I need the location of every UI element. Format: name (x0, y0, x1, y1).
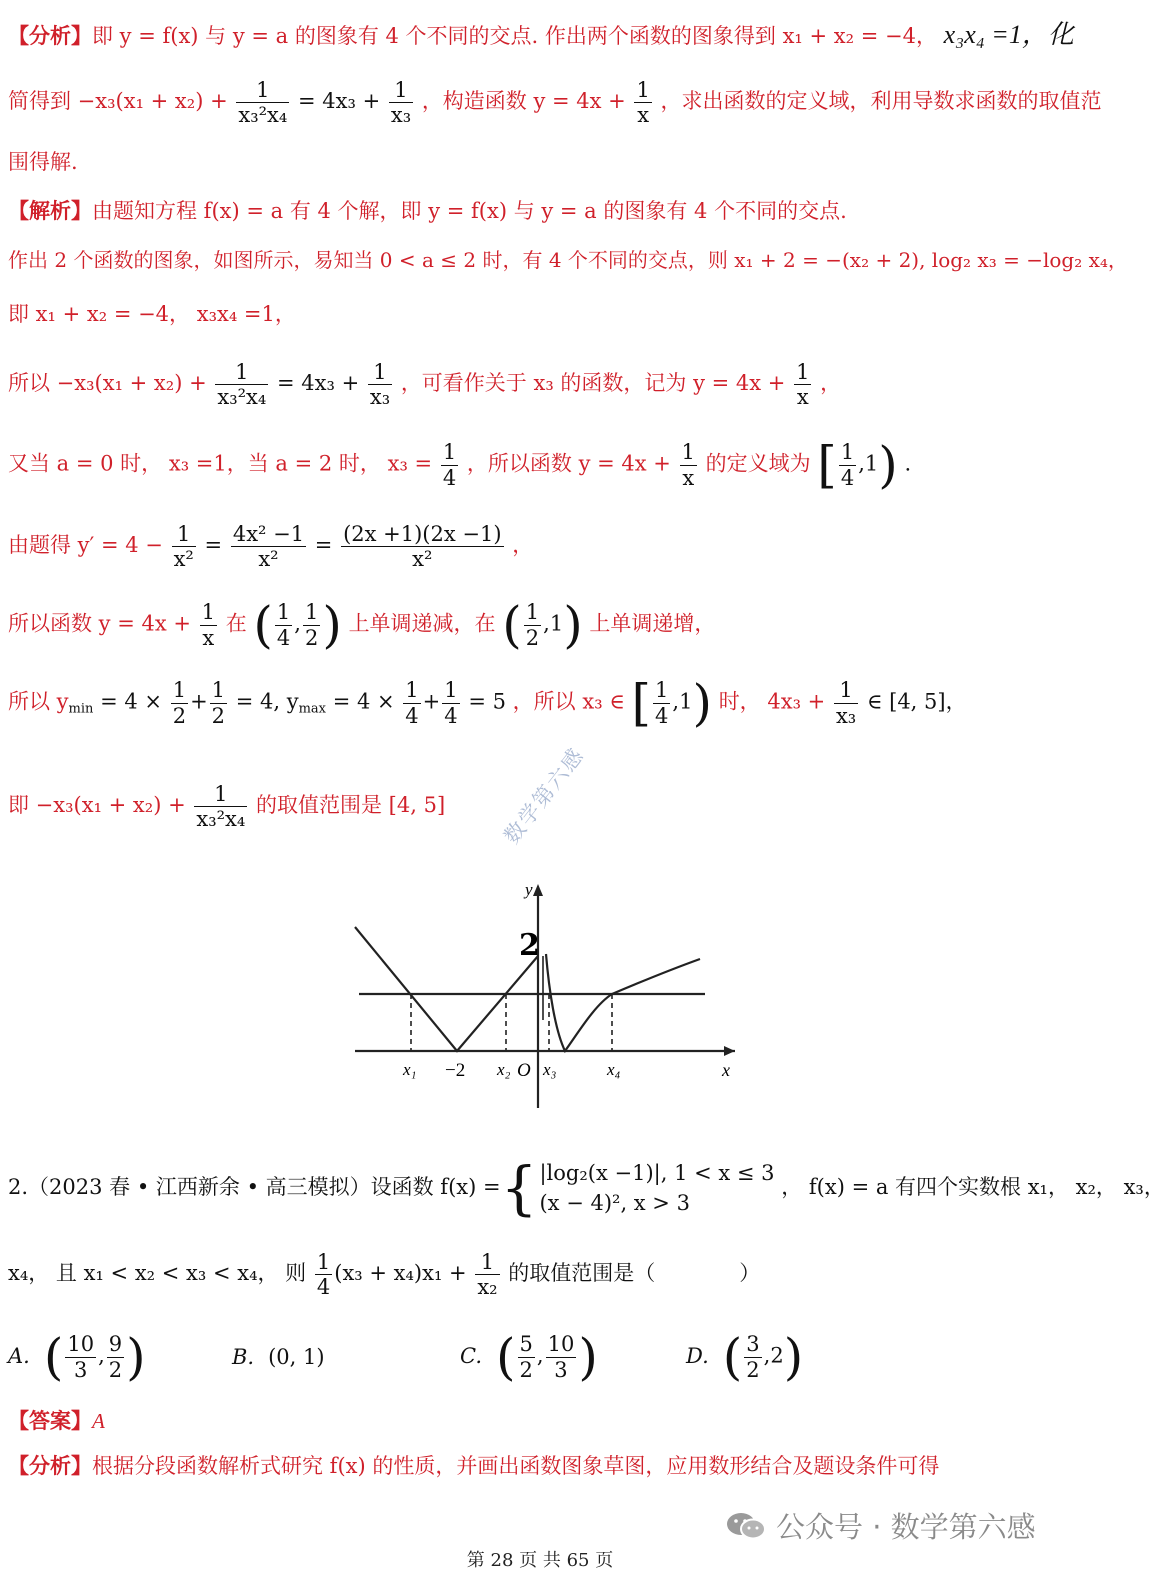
tick-x4: x₄ (607, 1060, 621, 1079)
analysis-line-3: 围得解. (8, 150, 78, 174)
fraction: $\frac{1}{2}$ (172, 678, 187, 728)
analysis-line-1 (8, 22, 1074, 48)
tick-neg2: −2 (445, 1060, 466, 1081)
brand-text: 公众号 · 数学第六感 (776, 1510, 1036, 1544)
y-axis-label: y (525, 880, 533, 899)
abs-line-branch (355, 927, 538, 1051)
fraction: $\frac{1}{x}$ (201, 600, 216, 650)
peak-label: 2 (519, 928, 540, 963)
fraction: $\frac{1}{\text{x₂}}$ (477, 1250, 498, 1300)
fraction: $\frac{1}{x}$ (681, 440, 695, 490)
fraction: $\frac{1}{4}$ (840, 440, 855, 490)
watermark-text: 数学第六感 (499, 742, 590, 849)
function-graph (345, 880, 745, 1112)
fraction: $\frac{1}{\text{x₃}}$ (835, 678, 857, 728)
fraction: $\frac{1}{\text{x₃²x₄}}$ (238, 78, 288, 128)
fraction: $\frac{1}{x}$ (796, 360, 810, 410)
analysis-product: x₃x₄ =1，化 (943, 20, 1074, 49)
solution-line-6: 由题得 y′ = 4 − $\frac{1}{\text{x²}}$ = $\frac{\text{4x² −1}}{\text{x²}}$ = $\frac{(2x +1)(2x -1)}{\text{x²}}$ ， (8, 522, 534, 572)
fraction: $\frac{1}{4}$ (444, 678, 458, 728)
fraction: $\frac{1}{4}$ (276, 600, 291, 650)
fraction: $\frac{9}{2}$ (108, 1332, 123, 1382)
solution-tag: 【解析】 (8, 198, 92, 223)
problem2-intro: 2.（2023 春 • 江西新余 • 高三模拟）设函数 f(x) = (8, 1174, 501, 1199)
answer-value: A (92, 1409, 105, 1433)
fraction: $\frac{1}{4}$ (405, 678, 419, 728)
fraction: $\frac{1}{4}$ (655, 678, 669, 728)
paren-close: ) (126, 1328, 146, 1386)
solution-line-5: 又当 a = 0 时， x₃ =1，当 a = 2 时， x₃ = $\frac{1}{4}$ ，所以函数 y = 4x + $\frac{1}{x}$ 的定义域为 [ $\frac{1}{4}$ ,1) . (8, 436, 912, 494)
tick-x2: x₂ (497, 1060, 511, 1079)
tick-x1: x₁ (403, 1060, 417, 1079)
fraction: $\frac{1}{\text{x₃}}$ (390, 78, 412, 128)
answer-line (8, 1410, 105, 1432)
solution-line-9: 即 −x₃(x₁ + x₂) + $\frac{1}{\text{x₃²x₄}}$ 的取值范围是 [4, 5] (8, 782, 446, 832)
fraction: $\frac{10}{3}$ (67, 1332, 95, 1382)
option-c[interactable]: C. ( $\frac{5}{2}$ , $\frac{10}{3}$ ) (460, 1328, 598, 1386)
fraction: $\frac{1}{4}$ (316, 1250, 331, 1300)
solution-line-7: 所以函数 y = 4x + $\frac{1}{x}$ 在 ( $\frac{1}{4}$ , $\frac{1}{2}$ ) 上单调递减，在 ( $\frac{1}{2}$ ,1) 上单调递增， (8, 596, 716, 654)
option-d[interactable]: D. ( $\frac{3}{2}$ ,2) (686, 1328, 804, 1386)
x-axis-arrow-icon (724, 1046, 735, 1056)
analysis-text-1: 即 y = f(x) 与 y = a 的图象有 4 个不同的交点. 作出两个函数的图象得到 x₁ + x₂ = −4， (92, 24, 937, 48)
fraction: $\frac{1}{2}$ (211, 678, 226, 728)
solution-line-3: 即 x₁ + x₂ = −4， x₃x₄ =1， (8, 302, 296, 326)
option-b-content: (0, 1) (268, 1345, 325, 1369)
analysis-line-2: 简得到 −x₃(x₁ + x₂) + $\frac{1}{\text{x₃²x₄}}$ = 4x₃ + $\frac{1}{\text{x₃}}$ ，构造函数 y = 4x + $\frac{1}{x}$ ，求出函数的定义域，利用导数求函数的取值范 (8, 78, 1102, 128)
analysis2-text: 根据分段函数解析式研究 f(x) 的性质，并画出函数图象草图，应用数形结合及题设条件可得 (92, 1454, 940, 1478)
option-a[interactable]: A. ( $\frac{10}{3}$ , $\frac{9}{2}$ ) (8, 1328, 146, 1386)
log-curve-branch (546, 954, 700, 1051)
brace-icon: { (500, 1154, 538, 1223)
analysis-text-2: 简得到 −x₃(x₁ + x₂) + (8, 89, 228, 114)
fraction: $\frac{5}{2}$ (519, 1332, 533, 1382)
solution-line-8: 所以 $y_{min} = 4$ × $\frac{1}{2}$ + $\frac{1}{2}$ = 4, $y_{max} = 4$ × $\frac{1}{4}$ + $\frac{1}{4}$ = 5 ，所以 x₃ ∈ [ $\frac{1}{4}$ ,1) 时， 4x₃ + $\frac{1}{\text{x₃}}$ ∈ [4, 5]， (8, 674, 967, 732)
solution-line-4: 所以 −x₃(x₁ + x₂) + $\frac{1}{\text{x₃²x₄}}$ = 4x₃ + $\frac{1}{\text{x₃}}$ ，可看作关于 x₃ 的函数，记为 y = 4x + $\frac{1}{x}$ ， (8, 360, 842, 410)
wechat-icon (724, 1510, 768, 1542)
y-axis-arrow-icon (533, 884, 543, 896)
answer-tag: 【答案】 (8, 1408, 92, 1433)
fraction: $\frac{1}{x}$ (636, 78, 650, 128)
fraction: $\frac{3}{2}$ (746, 1332, 760, 1382)
piecewise-cases: |log₂(x −1)|, 1 < x ≤ 3 (x − 4)², x > 3 (539, 1161, 775, 1216)
problem2-line-1: 2.（2023 春 • 江西新余 • 高三模拟）设函数 f(x) ={ |log₂(x −1)|, 1 < x ≤ 3 (x − 4)², x > 3 ， f(x) = a 有四个实数根 x₁， x₂， x₃， (8, 1154, 1165, 1223)
x-axis-label: x (722, 1060, 730, 1080)
paren-open: ( (43, 1328, 64, 1386)
fraction: $\frac{(2x +1)(2x -1)}{\text{x²}}$ (343, 522, 502, 572)
origin-label: O (517, 1060, 531, 1081)
fraction: $\frac{1}{\text{x₃²x₄}}$ (196, 782, 246, 832)
fraction: $\frac{1}{\text{x₃}}$ (369, 360, 391, 410)
fraction: $\frac{1}{2}$ (525, 600, 540, 650)
analysis2-line (8, 1455, 939, 1477)
solution-line-1: 【解析】由题知方程 f(x) = a 有 4 个解，即 y = f(x) 与 y = a 的图象有 4 个不同的交点. (8, 198, 847, 223)
fraction: $\frac{1}{\text{x₃²x₄}}$ (217, 360, 267, 410)
fraction: $\frac{1}{2}$ (304, 600, 319, 650)
solution-line-2: 作出 2 个函数的图象，如图所示，易知当 0 < a ≤ 2 时，有 4 个不同的交点，则 x₁ + 2 = −(x₂ + 2), log₂ x₃ = −log₂ x₄， (8, 248, 1128, 272)
fraction: $\frac{1}{4}$ (442, 440, 457, 490)
fraction: $\frac{10}{3}$ (547, 1332, 575, 1382)
fraction: $\frac{\text{4x² −1}}{\text{x²}}$ (232, 522, 305, 572)
problem2-line-2: x₄， 且 x₁ < x₂ < x₃ < x₄， 则 $\frac{1}{4}$ (x₃ + x₄)x₁ + $\frac{1}{\text{x₂}}$ 的取值范围是（ ） (8, 1250, 761, 1300)
fraction: $\frac{1}{\text{x²}}$ (173, 522, 194, 572)
option-b[interactable]: B. (0, 1) (232, 1345, 325, 1369)
wechat-brand (724, 1505, 1036, 1546)
page-footer: 第 28 页 共 65 页 (466, 1550, 614, 1571)
analysis2-tag: 【分析】 (8, 1453, 92, 1478)
analysis-tag: 【分析】 (8, 23, 92, 48)
tick-x3: x₃ (543, 1060, 557, 1079)
